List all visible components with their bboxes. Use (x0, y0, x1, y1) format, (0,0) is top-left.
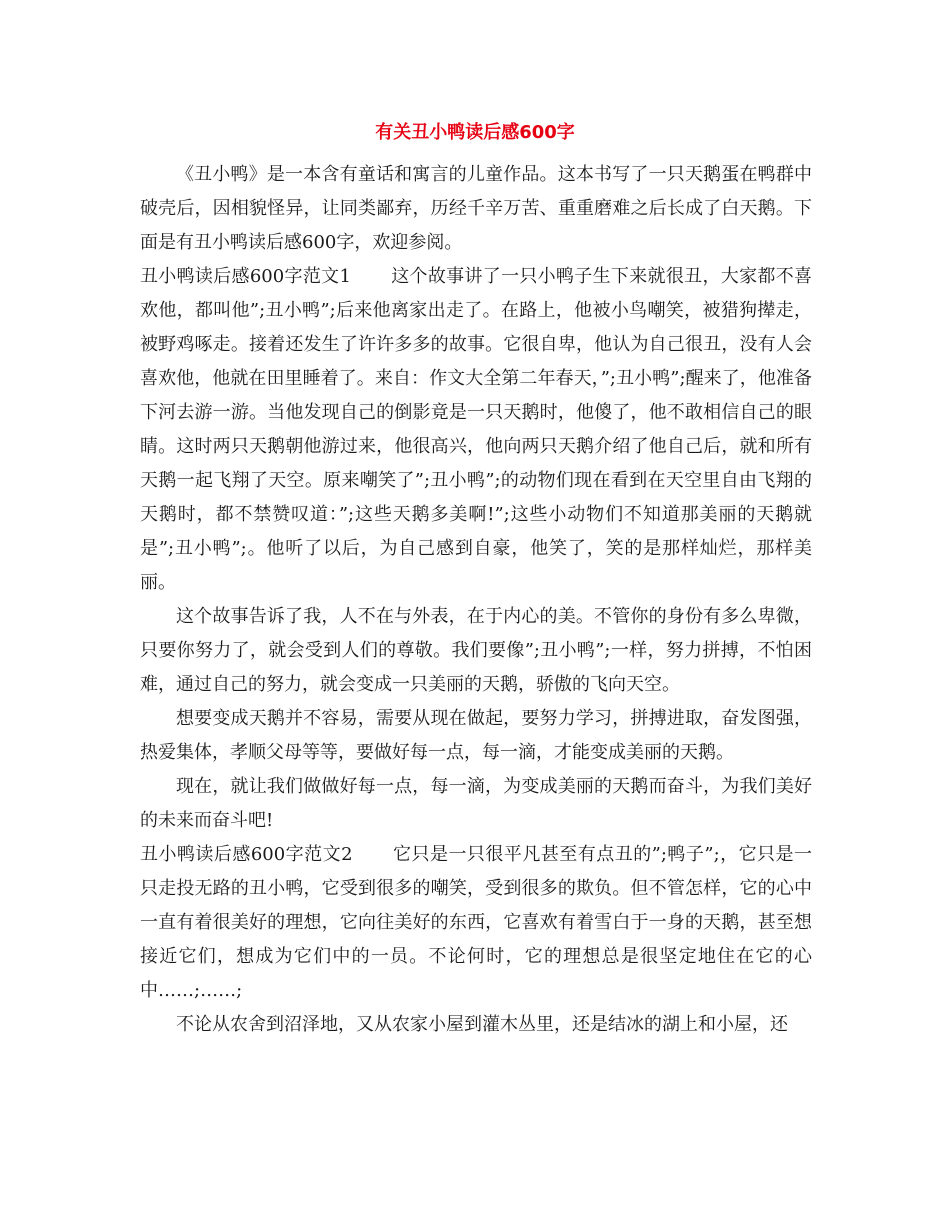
paragraph: 《丑小鸭》是一本含有童话和寓言的儿童作品。这本书写了一只天鹅蛋在鸭群中破壳后，因相貌怪异，让同类鄙弃，历经千辛万苦、重重磨难之后长成了白天鹅。下面是有丑小鸭读后感600字，欢迎参阅。 (140, 164, 812, 253)
paragraph: 想要变成天鹅并不容易，需要从现在做起，要努力学习，拼搏进取，奋发图强，热爱集体，孝顺父母等等，要做好每一点，每一滴，才能变成美丽的天鹅。 (140, 708, 812, 763)
section-heading: 丑小鸭读后感600字范文1 (140, 266, 351, 287)
paragraph (140, 260, 812, 600)
document-title: 有关丑小鸭读后感600字 (375, 122, 575, 143)
paragraph (140, 838, 812, 1008)
paragraph: 这个故事告诉了我，人不在与外表，在于内心的美。不管你的身份有多么卑微，只要你努力了，就会受到人们的尊敬。我们要像”;丑小鸭”;一样，努力拼搏，不怕困难，通过自己的努力，就会变成一只美丽的天鹅，骄傲的飞向天空。 (140, 606, 812, 695)
paragraph: 不论从农舍到沼泽地，又从农家小屋到灌木丛里，还是结冰的湖上和小屋，还 (176, 1014, 788, 1035)
paragraph-text: 它只是一只很平凡甚至有点丑的”;鸭子”;，它只是一只走投无路的丑小鸭，它受到很多的嘲笑，受到很多的欺负。但不管怎样，它的心中一直有着很美好的理想，它向往美好的东西，它喜欢有着雪白于一身的天鹅，甚至想接近它们，想成为它们中的一员。不论何时，它的理想总是很坚定地住在它的心中……;……; (140, 844, 813, 1001)
paragraph-text: 这个故事讲了一只小鸭子生下来就很丑，大家都不喜欢他，都叫他”;丑小鸭”;后来他离家出走了。在路上，他被小鸟嘲笑，被猎狗撵走，被野鸡啄走。接着还发生了许许多多的故事。它很自卑，他认为自己很丑，没有人会喜欢他，他就在田里睡着了。来自：作文大全第二年春天，”;丑小鸭”;醒来了，他准备下河去游一游。当他发现自己的倒影竟是一只天鹅时，他傻了，他不敢相信自己的眼睛。这时两只天鹅朝他游过来，他很高兴，他向两只天鹅介绍了他自己后，就和所有天鹅一起飞翔了天空。原来嘲笑了”;丑小鸭”;的动物们现在看到在天空里自由飞翔的天鹅时，都不禁赞叹道：”;这些天鹅多美啊!”;这些小动物们不知道那美丽的天鹅就是”;丑小鸭”;。他听了以后，为自己感到自豪，他笑了，笑的是那样灿烂，那样美丽。 (140, 266, 813, 593)
paragraph: 现在，就让我们做做好每一点，每一滴，为变成美丽的天鹅而奋斗，为我们美好的未来而奋斗吧! (140, 776, 812, 831)
section-heading: 丑小鸭读后感600字范文2 (140, 844, 353, 865)
document-body (140, 158, 812, 1042)
